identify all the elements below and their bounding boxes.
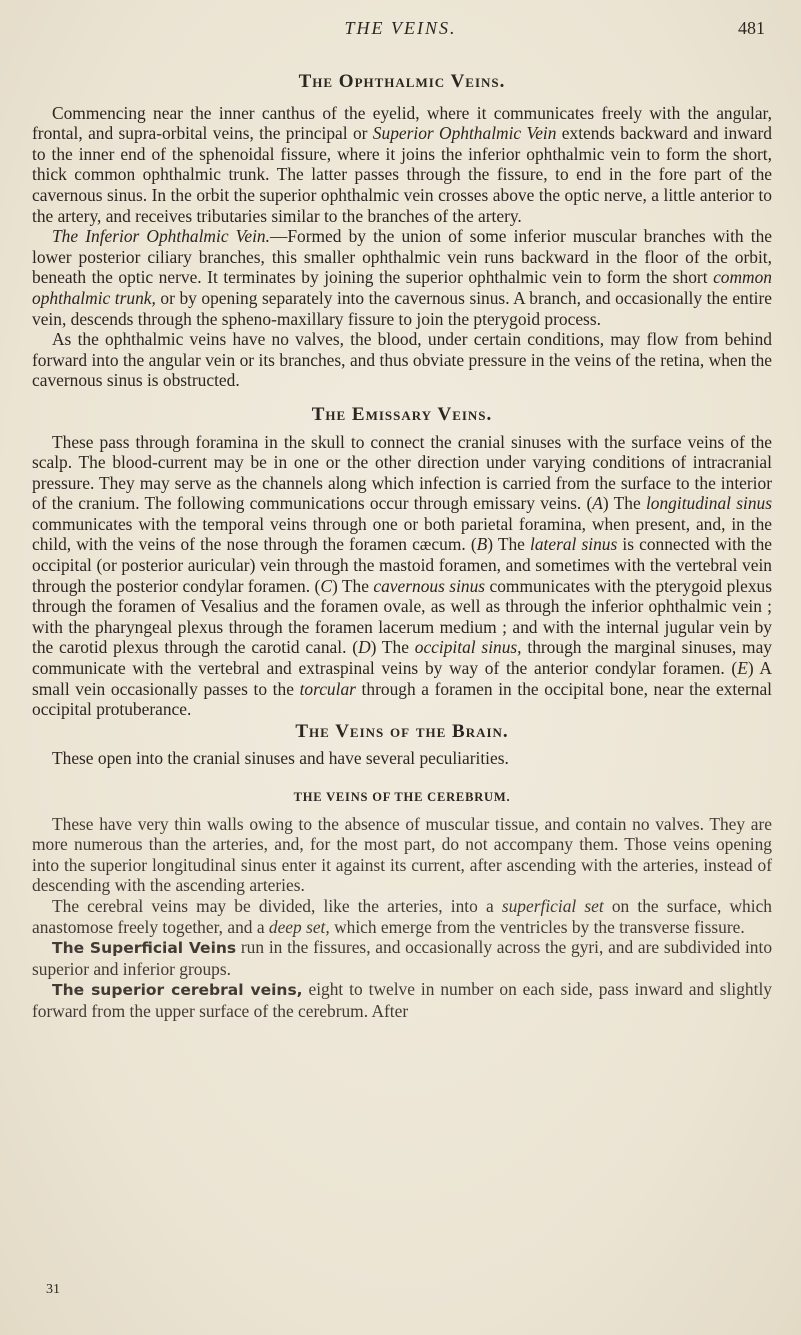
term-deep-set: deep set, [268, 916, 330, 937]
text-run: run in the fissures, and occasionally across the gyri, and are subdivided into superior and inferior groups. [32, 937, 773, 979]
term-superficial-veins: The Superficial Veins [52, 939, 237, 958]
paragraph-emissary [32, 432, 772, 720]
term-torcular: torcular [299, 678, 356, 699]
signature-mark: 31 [46, 1282, 60, 1297]
text-run: ) The [602, 493, 646, 514]
section-heading-emissary: The Emissary Veins. [311, 403, 493, 425]
text-run: ) The [331, 575, 374, 596]
text-run: extends backward and inward to the inner end of the sphenoidal fissure, where it joins the inferior ophthalmic vein to form the short, thick common ophthalmic trunk. The latter passes through the fissure, to end in the fore part of the cavernous sinus. In the orbit the superior ophthalmic vein crosses above the optic nerve, a little anterior to the artery, and receives tributaries similar to the branches of the artery. [32, 123, 772, 226]
text-run: eight to twelve in number on each side, pass inward and slightly forward from the upper surface of the cerebrum. After [32, 979, 772, 1021]
running-title: THE VEINS. [344, 18, 457, 38]
text-run: communicates with the pterygoid plexus through the foramen of Vesalius and the foramen ovale, as well as through the inferior ophthalmic vein ; with the pharyngeal plexus through the foramen lacerum medium ; and with the internal jugular vein by the carotid plexus through the carotid canal. ( [32, 575, 772, 658]
paragraph-superior-cerebral-veins [32, 979, 772, 1021]
term-longitudinal-sinus: longitudinal sinus [645, 493, 772, 514]
term-occipital-sinus: occipital sinus, [414, 637, 522, 658]
subheading-cerebrum: THE VEINS OF THE CEREBRUM. [293, 790, 511, 804]
page-header [0, 8, 801, 48]
paragraph-ophthalmic-valves: As the ophthalmic veins have no valves, the blood, under certain conditions, may flow from behind forward into the angular vein or its branches, and thus obviate pressure in the veins of the retina, when the cavernous sinus is obstructed. [32, 329, 772, 391]
text-run: ) The [370, 637, 415, 658]
text-run: ) The [487, 534, 530, 555]
section-heading-ophthalmic: The Ophthalmic Veins. [298, 71, 506, 92]
text-run: is connected with the occipital (or posterior auricular) vein through the mastoid foramen, and sometimes with the vertebral vein through the posterior condylar foramen. ( [32, 534, 772, 596]
term-inferior-ophthalmic-vein: The Inferior Ophthalmic Vein. [52, 226, 270, 247]
text-run: which emerge from the ventricles by the transverse fissure. [329, 916, 745, 937]
term-superior-ophthalmic-vein: Superior Ophthalmic Vein [372, 123, 557, 144]
text-run: The cerebral veins may be divided, like the arteries, into a [52, 895, 502, 916]
letter-e: E [737, 658, 748, 679]
text-run: on the surface, which anastomose freely together, and a [32, 895, 772, 937]
term-superior-cerebral-veins: The superior cerebral veins, [52, 981, 303, 1000]
text-run: —Formed by the union of some inferior muscular branches with the lower posterior ciliary branches, this smaller ophthalmic vein runs backward in the floor of the orbit, beneath the optic nerve. It terminates by joining the superior ophthalmic vein to form the short [32, 226, 772, 288]
text-run: These pass through foramina in the skull to connect the cranial sinuses with the surface veins of the scalp. The blood-current may be in one or the other direction under varying conditions of intracranial pressure. They may serve as the channels along which infection is carried from the surface to the interior of the cranium. The following communications occur through emissary veins. ( [32, 431, 772, 514]
paragraph-inferior-ophthalmic [32, 226, 772, 329]
paragraph-brain-intro: These open into the cranial sinuses and have several peculiarities. [52, 748, 509, 769]
term-superficial-set: superficial set [501, 895, 604, 916]
letter-a: A [592, 493, 603, 514]
paragraph-superficial-veins [32, 937, 772, 979]
letter-d: D [358, 637, 371, 658]
body-text [32, 72, 772, 1022]
term-cavernous-sinus: cavernous sinus [373, 575, 486, 596]
text-run: through a foramen in the occipital bone, near the external occipital protuberance. [32, 678, 772, 720]
letter-c: C [320, 575, 332, 596]
section-heading-brain: The Veins of the Brain. [295, 720, 509, 742]
text-run: communicates with the temporal veins through one or both parietal foramina, when present, and, in the child, with the veins of the nose through the foramen cæcum. ( [32, 513, 772, 555]
paragraph-cerebral-division [32, 896, 772, 937]
text-run: Commencing near the inner canthus of the eyelid, where it communicates freely with the angular, frontal, and supra-orbital veins, the principal or [32, 102, 772, 144]
text-run: ) A small vein occasionally passes to the [32, 658, 772, 699]
text-run: or by opening separately into the cavernous sinus. A branch, and occasionally the entire vein, descends through the spheno-maxillary fissure to join the pterygoid process. [32, 287, 772, 329]
term-common-ophthalmic-trunk: common ophthalmic trunk, [32, 267, 772, 308]
page-number: 481 [738, 18, 765, 38]
letter-b: B [476, 534, 488, 555]
text-run: through the marginal sinuses, may communicate with the vertebral and extraspinal veins by way of the anterior condylar foramen. ( [32, 637, 772, 679]
term-lateral-sinus: lateral sinus [530, 534, 618, 555]
paragraph-cerebrum-walls: These have very thin walls owing to the absence of muscular tissue, and contain no valves. They are more numerous than the arteries, and, for the most part, do not accompany them. Those veins opening into the superior longitudinal sinus enter it against its current, after ascending with the arteries, instead of descending with the ascending arteries. [32, 813, 772, 896]
paragraph-superior-ophthalmic [32, 103, 772, 227]
